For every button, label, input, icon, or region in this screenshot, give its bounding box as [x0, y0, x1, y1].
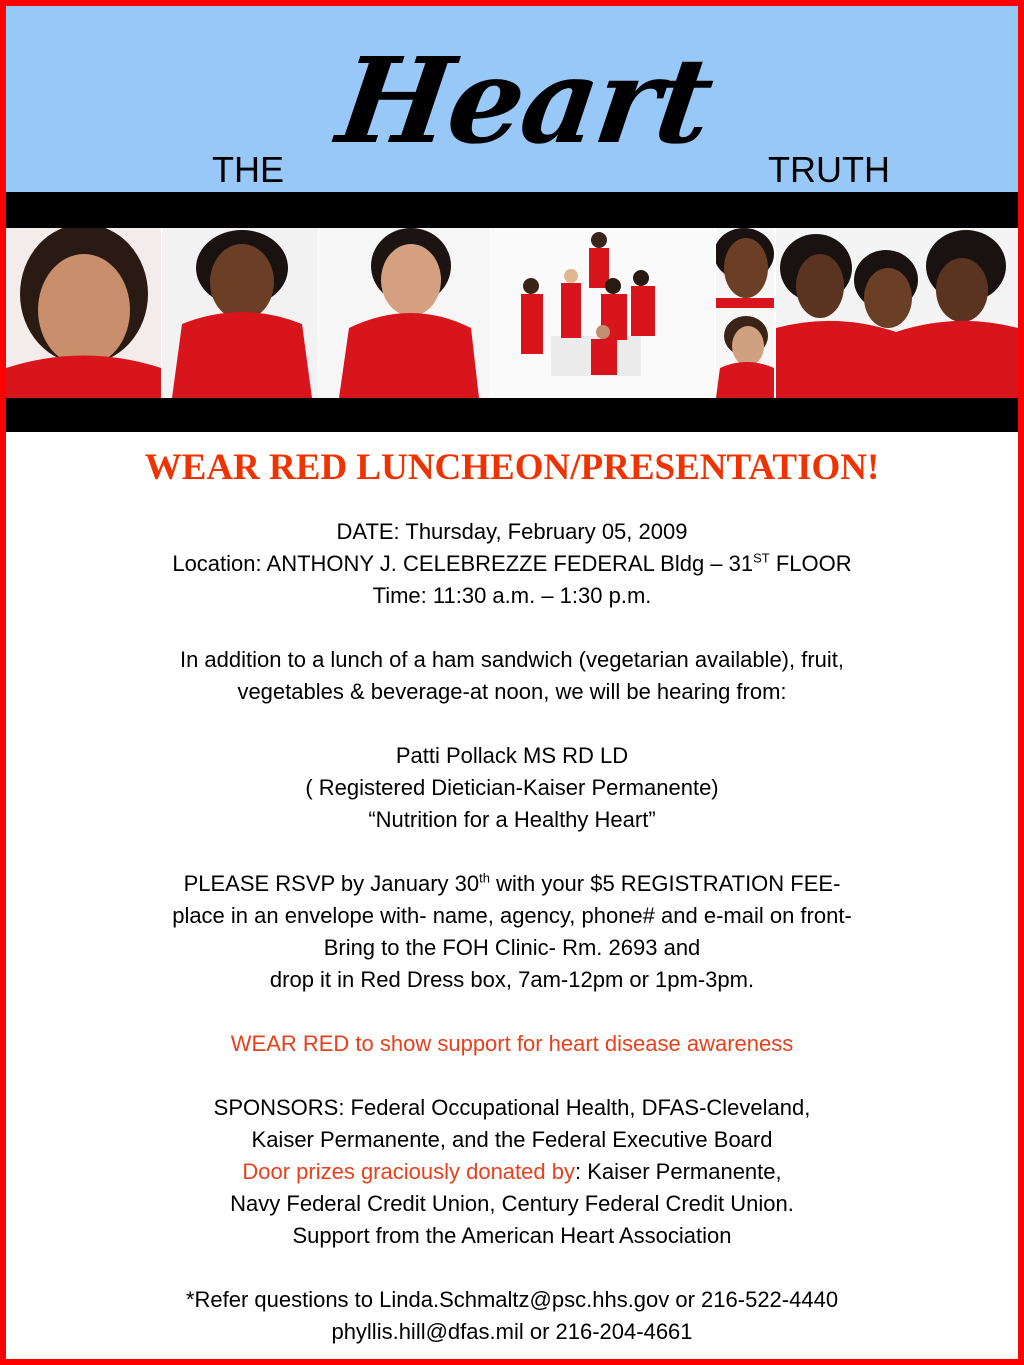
date-line: DATE: Thursday, February 05, 2009: [336, 519, 688, 544]
location-line: [6, 548, 1018, 580]
rsvp-line-1: [6, 868, 1018, 900]
photo-woman-portrait-2: [162, 228, 318, 398]
photo-women-hugging: [776, 228, 1018, 398]
sponsors-line-2: Kaiser Permanente, and the Federal Executive Board: [251, 1127, 773, 1152]
location-suffix: FLOOR: [769, 551, 852, 576]
speaker-name: Patti Pollack MS RD LD: [395, 743, 629, 768]
location-prefix: Location: ANTHONY J. CELEBREZZE FEDERAL Bldg – 31: [172, 551, 754, 576]
sponsors-line-1: SPONSORS: Federal Occupational Health, DFAS-Cleveland,: [213, 1095, 811, 1120]
rsvp-line-3: Bring to the FOH Clinic- Rm. 2693 and: [323, 935, 701, 960]
photo-icon: [319, 228, 490, 398]
photo-woman-portrait-1: [6, 228, 161, 398]
lunch-line-2: vegetables & beverage-at noon, we will be hearing from:: [237, 679, 787, 704]
sponsors-line-5: Support from the American Heart Association: [292, 1223, 732, 1248]
location-ordinal: ST: [753, 550, 770, 566]
rsvp-line-4: drop it in Red Dress box, 7am-12pm or 1pm-3pm.: [269, 967, 755, 992]
photo-women-laughing: [716, 228, 774, 398]
lunch-line-1: In addition to a lunch of a ham sandwich (vegetarian available), fruit,: [179, 647, 845, 672]
event-details: [6, 432, 1018, 1348]
speaker-talk-title: “Nutrition for a Healthy Heart”: [368, 807, 656, 832]
door-prizes-line: [6, 1156, 1018, 1188]
photo-icon: [491, 228, 715, 398]
header-banner: [6, 6, 1018, 192]
rsvp-ordinal: th: [479, 870, 490, 886]
photo-icon: [162, 228, 318, 398]
photo-icon: [6, 228, 161, 398]
rsvp-line-2: place in an envelope with- name, agency, phone# and e-mail on front-: [172, 903, 852, 928]
contact-line-2: phyllis.hill@dfas.mil or 216-204-4661: [331, 1319, 693, 1344]
black-bar-top: [6, 192, 1018, 228]
speaker-role: ( Registered Dietician-Kaiser Permanente): [305, 775, 719, 800]
photo-icon: [776, 228, 1018, 398]
event-headline: WEAR RED LUNCHEON/PRESENTATION!: [144, 447, 880, 488]
title-the: THE: [212, 149, 284, 190]
rsvp-prefix: PLEASE RSVP by January 30: [183, 871, 480, 896]
title-truth: TRUTH: [768, 149, 890, 190]
black-bar-bottom: [6, 398, 1018, 432]
photo-woman-portrait-3: [319, 228, 490, 398]
contact-line-1: *Refer questions to Linda.Schmaltz@psc.hhs.gov or 216-522-4440: [185, 1287, 839, 1312]
time-line: Time: 11:30 a.m. – 1:30 p.m.: [372, 583, 652, 608]
door-prizes-label: Door prizes graciously donated by: [242, 1159, 575, 1184]
photo-strip: [6, 228, 1018, 398]
photo-group-in-red-dresses: [491, 228, 715, 398]
door-prizes-donors: : Kaiser Permanente,: [574, 1159, 782, 1184]
photo-icon: [716, 228, 774, 398]
rsvp-suffix: with your $5 REGISTRATION FEE-: [489, 871, 841, 896]
sponsors-line-4: Navy Federal Credit Union, Century Federal Credit Union.: [230, 1191, 794, 1216]
title-heart: Heart: [330, 31, 720, 170]
wear-red-line: WEAR RED to show support for heart disease awareness: [230, 1031, 794, 1056]
